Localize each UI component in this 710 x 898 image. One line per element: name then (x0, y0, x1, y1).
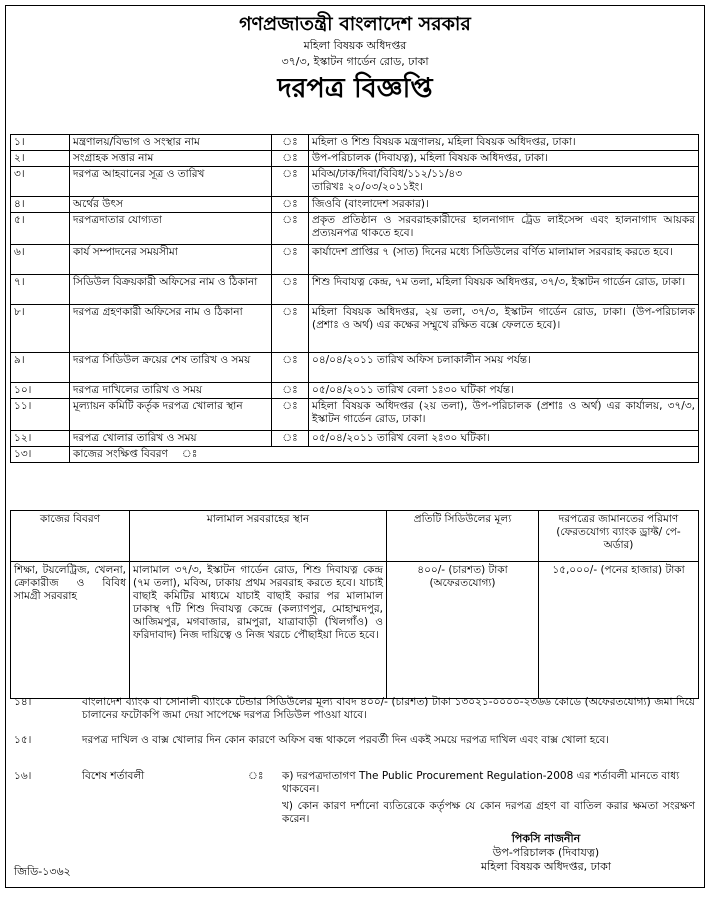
department-name: মহিলা বিষয়ক অধিদপ্তর (303, 39, 407, 52)
row-number: ১। (11, 135, 70, 151)
table-row (11, 151, 699, 167)
department-address: ৩৭/৩, ইস্কাটন গার্ডেন রোড, ঢাকা (281, 55, 429, 68)
row-label: দরপত্র আহবানের সূত্র ও তারিখ (70, 167, 272, 197)
row-label: কার্য সম্পাদনের সময়সীমা (70, 245, 272, 275)
row-number: ১৩। (11, 447, 70, 463)
row-label: দরপত্র দাখিলের তারিখ ও সময় (70, 383, 272, 399)
row-value (309, 167, 699, 197)
header-security-amount: দরপত্রের জামানতের পরিমাণ (ফেরতযোগ্য ব্যাংক ড্রাফ্ট/ পে-অর্ডার) (539, 511, 699, 562)
row-value: মহিলা বিষয়ক অধিদপ্তর (২য় তলা), উপ-পরিচালক (প্রশাঃ ও অর্থ) এর কার্যালয়, ৩৭/৩, ইস্কাটন গার্ডেন রোড, ঢাকা। (309, 399, 699, 431)
row-value: ০৪/০৪/২০১১ তারিখ অফিস চলাকালীন সময় পর্যন্ত। (309, 353, 699, 383)
tender-notice-page (5, 5, 705, 888)
tender-info-table (10, 134, 699, 463)
table-row (11, 245, 699, 275)
reference-date: তারিখঃ ২০/০৩/২০১১ইং। (312, 181, 423, 193)
row-colon: ঃ (272, 383, 309, 399)
table-row (11, 353, 699, 383)
row-label: মূল্যায়ন কমিটি কর্তৃক দরপত্র খোলার স্থান (70, 399, 272, 431)
row-label: দরপত্র গ্রহণকারী অফিসের নাম ও ঠিকানা (70, 305, 272, 353)
condition-a: ক) দরপত্রদাতাগণ The Public Procurement Regulation-2008 এর শর্তাবলী মানতে বাধ্য থাকবেন। (282, 770, 680, 795)
notice-title: দরপত্র বিজ্ঞপ্তি (277, 73, 433, 104)
row-label: সংগ্রাহক সত্তার নাম (70, 151, 272, 167)
row-value: জিওবি (বাংলাদেশ সরকার)। (309, 197, 699, 213)
delivery-place: মালামাল ৩৭/৩, ইস্কাটন গার্ডেন রোড, শিশু দিবাযত্ন কেন্দ্র (৭ম তলা), মবিঅ, ঢাকায় প্রথম সরবরাহ করতে হবে। যাচাই বাছাই কমিটির মাধ্যমে যাচাই বাছাই করার পর মালামাল ঢাকাস্থ ৭টি শিশু দিবাযত্ন কেন্দ্রে (কল্যাণপুর, মোহাম্মদপুর, আজিমপুর, মগবাজার, রামপুরা, যাত্রাবাড়ী (খিলগাঁও) ও ফরিদাবাদ) নিজ দায়িত্বে ও নিজ খরচে পৌছাইয়া দিতে হবে। (130, 562, 387, 699)
row-colon: ঃ (272, 399, 309, 431)
security-amount: ১৫,০০০/- (পনের হাজার) টাকা (539, 562, 699, 699)
row-label: দরপত্র খোলার তারিখ ও সময় (70, 431, 272, 447)
row-value: মহিলা বিষয়ক অধিদপ্তর, ২য় তলা, ৩৭/৩, ইস্কাটন গার্ডেন রোড, ঢাকা। (উপ-পরিচালক (প্রশাঃ ও অর্থ) এর কক্ষের সম্মুখে রক্ষিত বক্সে ফেলতে হবে)। (309, 305, 699, 353)
summary-label: কাজের সংক্ষিপ্ত বিবরণ (73, 448, 168, 460)
clause-text: বাংলাদেশ ব্যাংক বা সোনালী ব্যাংকে টেন্ডার সিডিউলের মূল্য বাবদ ৪০০/- (চারশত) টাকা ১৩০২১-০০০০-২৩৬৬ কোডে (অফেরতযোগ্য) জমা দিয়ে চালানের ফটোকপি জমা দেয়া সাপেক্ষে দরপত্র সিডিউল পাওয়া যাবে। (82, 696, 695, 721)
row-colon: ঃ (248, 770, 264, 782)
table-row (11, 167, 699, 197)
row-value: শিশু দিবাযত্ন কেন্দ্র, ৭ম তলা, মহিলা বিষয়ক অধিদপ্তর, ৩৭/৩, ইস্কাটন গার্ডেন রোড, ঢাকা। (309, 275, 699, 305)
signatory-designation: উপ-পরিচালক (দিবাযত্ন) (492, 846, 600, 859)
table-row (11, 275, 699, 305)
row-number: ৫। (11, 213, 70, 245)
table-row (11, 197, 699, 213)
table-row (11, 399, 699, 431)
row-number: ৮। (11, 305, 70, 353)
row-number: ৬। (11, 245, 70, 275)
header-delivery-place: মালামাল সরবরাহের স্থান (130, 511, 387, 562)
row-value: উপ-পরিচালক (দিবাযত্ন), মহিলা বিষয়ক অধিদপ্তর, ঢাকা। (309, 151, 699, 167)
table-header-row (11, 511, 699, 562)
work-description-table (10, 510, 699, 699)
signatory-office: মহিলা বিষয়ক অধিদপ্তর, ঢাকা (481, 860, 611, 873)
row-colon: ঃ (272, 167, 309, 197)
row-number: ৯। (11, 353, 70, 383)
row-colon: ঃ (272, 213, 309, 245)
price-value: ৪০০/- (চারশত) টাকা (417, 564, 508, 576)
table-row (11, 383, 699, 399)
schedule-price (387, 562, 539, 699)
signatory-name: পিকসি নাজনীন (511, 832, 581, 845)
row-colon: ঃ (181, 448, 198, 460)
header-work-description: কাজের বিবরণ (11, 511, 130, 562)
row-colon: ঃ (272, 305, 309, 353)
signature-block (416, 832, 676, 874)
row-colon: ঃ (272, 245, 309, 275)
row-value: প্রকৃত প্রতিষ্ঠান ও সরবরাহকারীদের হালনাগাদ ট্রেড লাইসেন্স এবং হালনাগাদ আয়কর প্রত্যয়নপত্র থাকতে হবে। (309, 213, 699, 245)
row-colon: ঃ (272, 431, 309, 447)
row-colon: ঃ (272, 151, 309, 167)
row-number: ১২। (11, 431, 70, 447)
row-label (70, 447, 699, 463)
row-number: ২। (11, 151, 70, 167)
reference-number: মবিঅ/ঢাক/দিবা/বিবিধ/১১২/১১/৪৩ (312, 168, 463, 180)
table-row (11, 213, 699, 245)
table-row (11, 135, 699, 151)
row-colon: ঃ (272, 353, 309, 383)
row-label: দরপত্রদাতার যোগ্যতা (70, 213, 272, 245)
row-number: ৩। (11, 167, 70, 197)
footer-code: জিডি-১৩৬২ (14, 865, 71, 878)
row-value: ০৫/০৪/২০১১ তারিখ বেলা ১ঃ৩০ ঘটিকা পর্যন্ত। (309, 383, 699, 399)
row-number: ৭। (11, 275, 70, 305)
special-conditions-label: বিশেষ শর্তাবলী (82, 770, 145, 782)
price-note: (অফেরতযোগ্য) (429, 577, 496, 589)
row-label: দরপত্র সিডিউল ক্রয়ের শেষ তারিখ ও সময় (70, 353, 272, 383)
row-colon: ঃ (272, 135, 309, 151)
work-description: শিক্ষা, টয়লেট্রিজ, খেলনা, ক্রোকারীজ ও বিবিধ সামগ্রী সরবরাহ (11, 562, 130, 699)
row-value: মহিলা ও শিশু বিষয়ক মন্ত্রণালয়, মহিলা বিষয়ক অধিদপ্তর, ঢাকা। (309, 135, 699, 151)
table-row (11, 562, 699, 699)
clause-number: ১৫। (14, 734, 32, 746)
clause-text: দরপত্র দাখিল ও বাক্স খোলার দিন কোন কারণে অফিস বন্ধ থাকলে পরবর্তী দিন একই সময়ে দরপত্র দাখিল এবং বাক্স খোলা হবে। (82, 734, 610, 746)
government-heading: গণপ্রজাতন্ত্রী বাংলাদেশ সরকার (239, 13, 471, 35)
row-colon: ঃ (272, 275, 309, 305)
clause-number: ১৪। (14, 696, 32, 708)
header-schedule-price: প্রতিটি সিডিউলের মূল্য (387, 511, 539, 562)
row-number: ৪। (11, 197, 70, 213)
row-label: মন্ত্রণালয়/বিভাগ ও সংস্থার নাম (70, 135, 272, 151)
row-label: অর্থের উৎস (70, 197, 272, 213)
table-row (11, 305, 699, 353)
row-number: ১১। (11, 399, 70, 431)
row-number: ১০। (11, 383, 70, 399)
row-colon: ঃ (272, 197, 309, 213)
row-value: কার্যাদেশ প্রাপ্তির ৭ (সাত) দিনের মধ্যে সিডিউলের বর্ণিত মালামাল সরবরাহ করতে হবে। (309, 245, 699, 275)
clause-number: ১৬। (14, 770, 32, 782)
row-label: সিডিউল বিক্রয়কারী অফিসের নাম ও ঠিকানা (70, 275, 272, 305)
row-value: ০৫/০৪/২০১১ তারিখ বেলা ২ঃ৩০ ঘটিকা। (309, 431, 699, 447)
table-row (11, 431, 699, 447)
condition-b: খ) কোন কারণ দর্শানো ব্যতিরেকে কর্তৃপক্ষ যে কোন দরপত্র গ্রহণ বা বাতিল করার ক্ষমতা সংরক্ষণ করেন। (282, 800, 695, 825)
table-row (11, 447, 699, 463)
